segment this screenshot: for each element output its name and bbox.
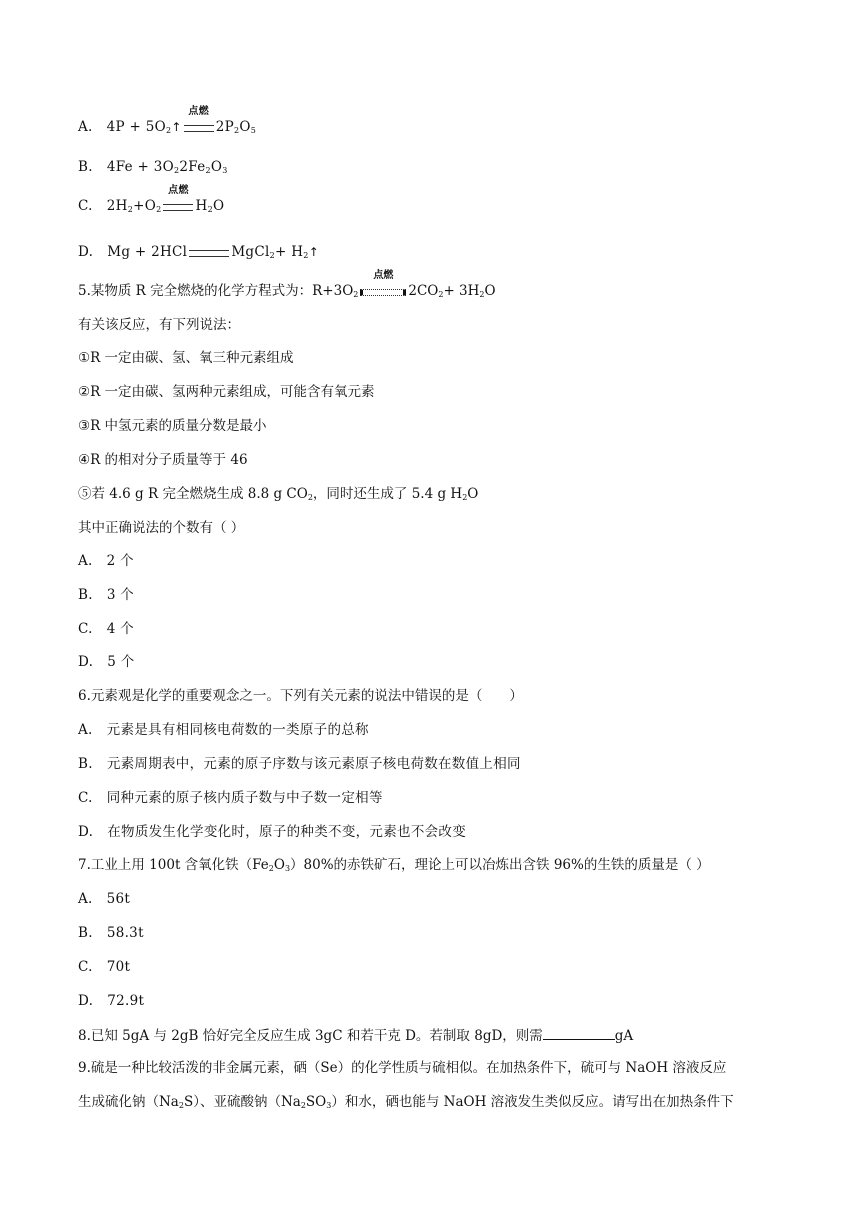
question-text: 5.某物质 R 完全燃烧的化学方程式为：R+3O [78, 283, 354, 299]
reaction-condition [358, 270, 408, 301]
q5-statement-1: ①R 一定由碳、氢、氧三种元素组成 [78, 350, 294, 366]
question-text: 生成硫化钠（Na [78, 1094, 179, 1110]
q5-ask: 其中正确说法的个数有（ ） [78, 520, 245, 536]
option-letter: C. [78, 959, 93, 975]
q5-option-a[interactable] [78, 551, 134, 571]
subscript: 2 [353, 290, 359, 299]
equal-bars [184, 125, 214, 132]
option-text: 56t [106, 891, 131, 907]
q7-option-c[interactable] [78, 957, 130, 977]
answer-blank[interactable] [543, 1025, 615, 1040]
option-letter: B. [78, 756, 93, 772]
subscript: 2 [268, 864, 274, 873]
q5-option-c[interactable] [78, 619, 134, 639]
condition-label: 点燃 [168, 185, 189, 196]
option-letter: C. [78, 198, 93, 214]
q4-option-b [78, 157, 228, 177]
option-text: 5 个 [107, 654, 135, 670]
option-letter: C. [78, 790, 93, 806]
equation-text: 2H [106, 198, 128, 214]
q5-statement-5 [78, 484, 478, 504]
condition-label: 点燃 [373, 270, 394, 281]
subscript: 2 [173, 166, 180, 175]
option-text: 58.3t [106, 925, 144, 941]
q7-option-a[interactable] [78, 889, 130, 909]
question-text: 7.工业上用 100t 含氧化铁（Fe [78, 857, 269, 873]
subscript: 2 [269, 251, 276, 260]
q9-line-2 [78, 1092, 734, 1112]
q6-option-a[interactable] [78, 720, 369, 740]
q7-option-b[interactable] [78, 923, 144, 943]
q6-option-b[interactable] [78, 754, 521, 774]
equation-text: + H [275, 244, 304, 260]
equal-bars [163, 204, 193, 211]
equation-text: 4P + 5O [106, 119, 166, 135]
option-text: 在物质发生化学变化时，原子的种类不变，元素也不会改变 [107, 824, 467, 840]
q5-intro: 有关该反应，有下列说法： [78, 317, 240, 333]
equation-text: 2Fe [179, 159, 206, 175]
subscript: 2 [205, 166, 211, 175]
q7-option-d[interactable] [78, 991, 144, 1011]
equation-text: O [239, 119, 251, 135]
equation-text: O [484, 283, 496, 299]
statement-text: O [467, 486, 479, 502]
subscript: 2 [307, 493, 313, 502]
subscript: 3 [222, 166, 228, 175]
option-text: 元素是具有相同核电荷数的一类原子的总称 [106, 722, 369, 738]
option-letter: A. [78, 553, 93, 569]
option-text: 元素周期表中，元素的原子序数与该元素原子核电荷数在数值上相同 [106, 756, 521, 772]
equation-text: Mg + 2HCl [107, 244, 188, 260]
q7-stem [78, 855, 710, 875]
subscript: 2 [207, 205, 213, 214]
q4-option-a [78, 106, 257, 137]
option-text: 4 个 [106, 621, 135, 637]
statement-text: ，同时还生成了 5.4 g H [312, 486, 463, 502]
subscript: 2 [156, 205, 162, 214]
option-letter: D. [78, 824, 94, 840]
subscript: 2 [234, 126, 240, 135]
equation-text: O [210, 159, 223, 175]
q5-stem [78, 270, 496, 301]
subscript: 2 [479, 290, 485, 299]
statement-text: ⑤若 4.6 g R 完全燃烧生成 8.8 g CO [78, 486, 308, 502]
option-letter: B. [78, 587, 93, 603]
option-letter: A. [78, 891, 93, 907]
option-text: 3 个 [106, 587, 135, 603]
q6-option-c[interactable] [78, 788, 383, 808]
option-text: 72.9t [107, 993, 145, 1009]
equation-text: 2CO [408, 283, 439, 299]
q9-line-1: 9.硫是一种比较活泼的非金属元素，硒（Se）的化学性质与硫相似。在加热条件下，硫可与 NaOH 溶液反应 [78, 1060, 727, 1076]
subscript: 2 [462, 493, 468, 502]
subscript: 2 [127, 205, 134, 214]
q4-option-c [78, 185, 225, 216]
q5-statement-3: ③R 中氢元素的质量分数是最小 [78, 418, 267, 434]
question-text: S）、亚硫酸钠（Na [183, 1094, 301, 1110]
subscript: 2 [303, 251, 309, 260]
question-text: O [273, 857, 285, 873]
condition-label: 点燃 [188, 106, 210, 117]
reaction-equals [187, 242, 231, 262]
equal-bars [360, 289, 406, 296]
subscript: 3 [284, 864, 291, 873]
equation-text: + 3H [443, 283, 480, 299]
subscript: 2 [438, 290, 444, 299]
equation-text: H [195, 198, 208, 214]
question-text: gA [614, 1028, 634, 1044]
q8-stem [78, 1025, 633, 1046]
option-letter: A. [78, 119, 93, 135]
q5-option-b[interactable] [78, 585, 134, 605]
question-text: SO [305, 1094, 327, 1110]
q5-statement-2: ②R 一定由碳、氢两种元素组成，可能含有氧元素 [78, 384, 375, 400]
gas-arrow-icon: ↑ [171, 120, 182, 134]
q6-stem: 6.元素观是化学的重要观念之一。下列有关元素的说法中错误的是（ ） [78, 688, 523, 704]
equation-text: O [212, 198, 225, 214]
equal-bars [189, 250, 229, 257]
option-text: 2 个 [106, 553, 134, 569]
option-text: 同种元素的原子核内质子数与中子数一定相等 [106, 790, 383, 806]
equation-text: 2P [215, 119, 234, 135]
option-letter: B. [78, 925, 93, 941]
subscript: 2 [300, 1101, 306, 1110]
question-text: 8.已知 5gA 与 2gB 恰好完全反应生成 3gC 和若干克 D。若制取 8gD，则需 [78, 1028, 543, 1044]
option-letter: A. [78, 722, 93, 738]
option-letter: C. [78, 621, 93, 637]
question-text: ）和水，硒也能与 NaOH 溶液发生类似反应。请写出在加热条件下 [331, 1094, 734, 1110]
equation-text: MgCl [231, 244, 270, 260]
subscript: 2 [178, 1101, 184, 1110]
question-text: ）80%的赤铁矿石，理论上可以冶炼出含铁 96%的生铁的质量是（ ） [290, 857, 710, 873]
option-letter: D. [78, 654, 94, 670]
reaction-condition [161, 185, 195, 216]
q4-option-d [78, 242, 319, 262]
option-letter: D. [78, 244, 94, 260]
option-letter: D. [78, 993, 94, 1009]
equation-text: +O [133, 198, 157, 214]
option-text: 70t [106, 959, 131, 975]
reaction-condition [182, 106, 216, 137]
subscript: 5 [250, 126, 257, 135]
subscript: 2 [165, 126, 172, 135]
gas-arrow-icon: ↑ [308, 245, 320, 259]
q6-option-d[interactable] [78, 822, 466, 842]
equation-text: 4Fe + 3O [106, 159, 174, 175]
option-letter: B. [78, 159, 93, 175]
q5-statement-4: ④R 的相对分子质量等于 46 [78, 452, 248, 468]
subscript: 3 [326, 1101, 332, 1110]
q5-option-d[interactable] [78, 652, 135, 672]
